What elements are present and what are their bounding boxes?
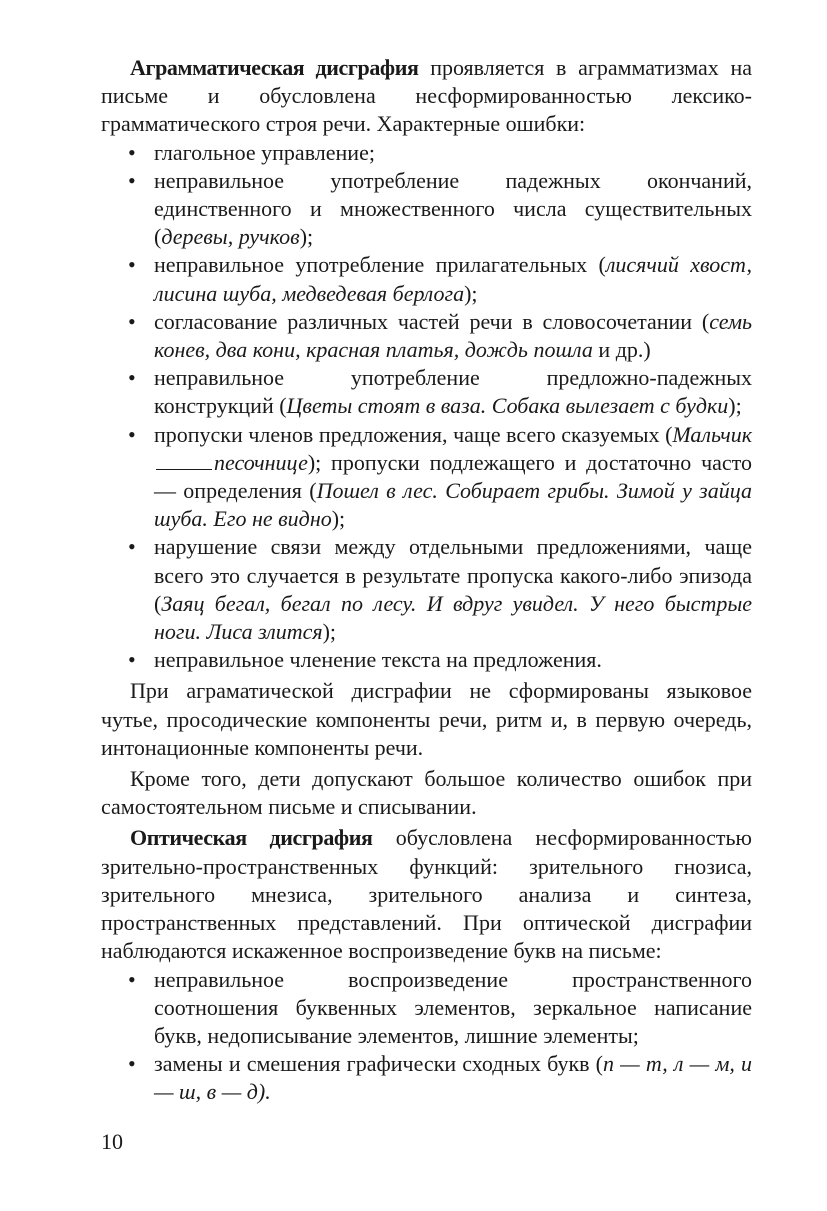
agrammatic-paragraph-3: Кроме того, дети допускают большое количество ошибок при самостоятельном письме и списывании. [101,766,752,820]
bullet-icon: • [128,421,136,447]
bullet-icon: • [128,647,136,673]
optical-error-list [101,966,752,1107]
list-item: • неправильное употребление предложно-падежных конструкций (Цветы стоят в ваза. Собака вылезает с будки); [128,365,752,419]
bullet-icon: • [128,966,136,992]
list-item: • неправильное воспроизведение пространственного соотношения буквенных элементов, зеркальное написание букв, недописывание элементов, лишние элементы; [128,966,752,1048]
bullet-icon: • [128,365,136,391]
term-optical: Оптическая дисграфия [130,825,373,851]
agrammatic-paragraph-2: При аграматической дисграфии не сформированы языковое чутье, просодические компоненты речи, ритм и, в первую очередь, интонационные компоненты речи. [101,678,752,760]
agrammatic-intro-text: проявляется в аграмматизмах на письме и обусловлена несформированностью лексико-грамматического строя речи. Характерные ошибки: [101,55,752,137]
term-agrammatic: Аграмматическая дисграфия [130,55,419,80]
page-number: 10 [101,1129,123,1154]
bullet-icon: • [128,167,136,193]
bullet-icon: • [128,139,136,165]
list-item: • нарушение связи между отдельными предложениями, чаще всего это случается в результате пропуска какого-либо эпизода (Заяц бегал, бегал по лесу. И вдруг увидел. У него быстрые ноги. Лиса злится); [128,534,752,645]
page-text [101,54,752,1107]
bullet-icon: • [128,308,136,334]
list-item: • неправильное употребление падежных окончаний, единственного и множественного числа существительных (деревы, ручков); [128,167,752,250]
optical-intro-text: обусловлена несформированностью зрительно-пространственных функций: зрительного гнозиса, зрительного мнезиса, зрительного анализа и синтеза, пространственных представлений. При оптической дисграфии наблюдаются искаженное воспроизведение букв на письме: [101,825,752,964]
bullet-icon: • [128,534,136,560]
agrammatic-intro [101,54,752,139]
agrammatic-error-list [101,139,752,675]
bullet-icon: • [128,1051,136,1077]
list-item: • пропуски членов предложения, чаще всего сказуемых (Мальчикпесочнице); пропуски подлежащего и достаточно часто — определения (Пошел в лес. Собирает грибы. Зимой у зайца шуба. Его не видно); [128,421,752,532]
optical-intro [101,824,752,965]
list-item: • неправильное употребление прилагательных (лисячий хвост, лисина шуба, медведевая берлога); [128,252,752,306]
list-item: • глагольное управление; [101,139,752,167]
list-item: • неправильное членение текста на предложения. [101,646,752,674]
list-item: • замены и смешения графически сходных букв (п — т, л — м, и — ш, в — д). [128,1051,752,1105]
bullet-icon: • [128,252,136,278]
missing-word-blank [156,451,212,470]
list-item: • согласование различных частей речи в словосочетании (семь конев, два кони, красная платья, дождь пошла и др.) [128,308,752,363]
